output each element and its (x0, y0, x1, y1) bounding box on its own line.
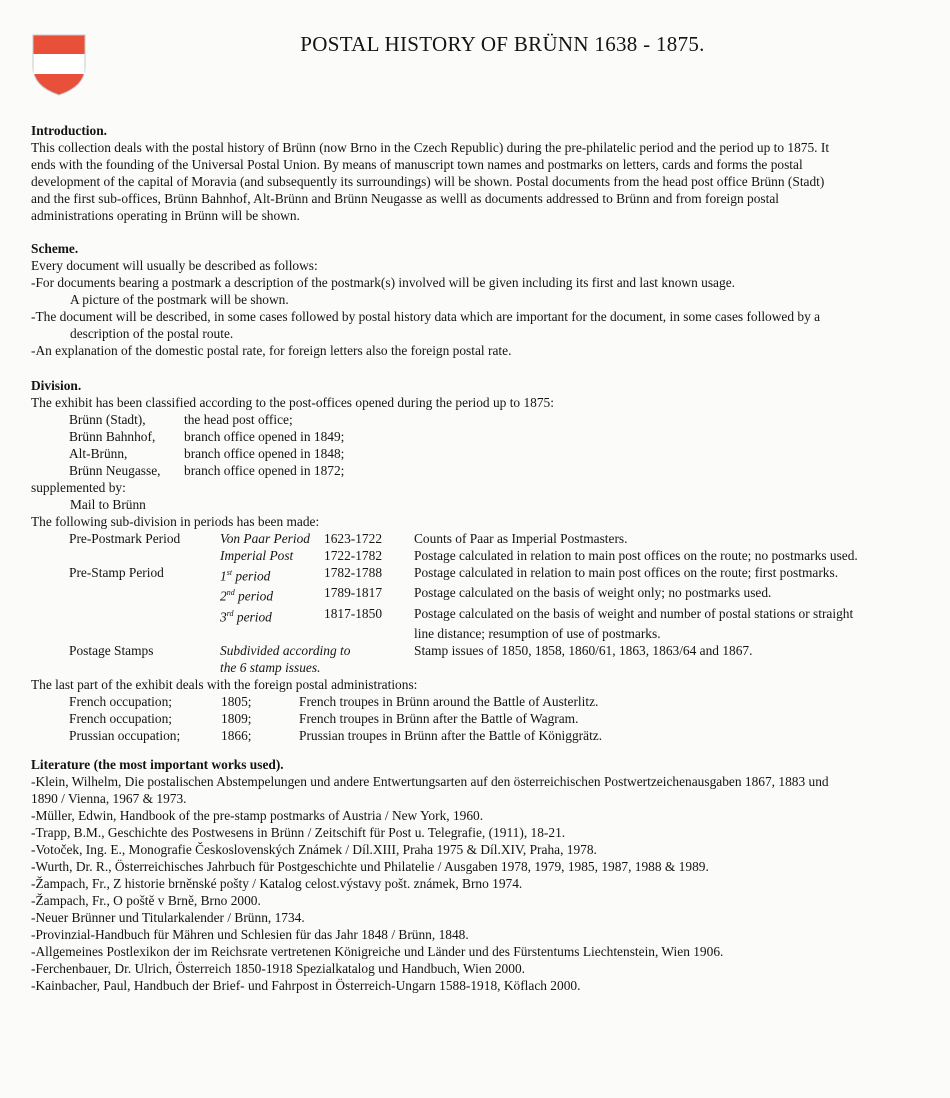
period-row (31, 584, 911, 604)
office-desc: branch office opened in 1848; (184, 446, 345, 461)
period-years: 1817-1850 (324, 605, 383, 621)
office-desc: branch office opened in 1849; (184, 429, 345, 444)
period-desc: Stamp issues of 1850, 1858, 1860/61, 1863, 1863/64 and 1867. (414, 643, 753, 659)
division-intro: The exhibit has been classified according to the post-offices opened during the period up to 1875: (31, 395, 554, 410)
foreign-intro: The last part of the exhibit deals with the foreign postal administrations: (31, 677, 418, 693)
intro-line: ends with the founding of the Universal Postal Union. By means of manuscript town names and postmarks on letters, cards and forms the postal (31, 157, 803, 172)
period-desc: Postage calculated in relation to main post offices on the route; first postmarks. (414, 565, 839, 580)
scheme-line: A picture of the postmark will be shown. (70, 292, 289, 307)
literature-section (31, 756, 911, 994)
office-name: Brünn Neugasse, (69, 463, 161, 478)
literature-entry: -Wurth, Dr. R., Österreichisches Jahrbuch für Postgeschichte und Philatelie / Ausgaben 1978, 1979, 1985, 1987, 1988 & 1989. (31, 859, 709, 874)
literature-entry: -Žampach, Fr., O poště v Brně, Brno 2000. (31, 893, 261, 908)
period-desc: Postage calculated on the basis of weight and number of postal stations or straight (414, 605, 854, 621)
scheme-line: -An explanation of the domestic postal rate, for foreign letters also the foreign postal rate. (31, 343, 512, 358)
foreign-desc: Prussian troupes in Brünn after the Battle of Königgrätz. (299, 728, 603, 744)
period-name: Imperial Post (220, 548, 294, 563)
period-row (31, 530, 911, 547)
office-row (31, 411, 911, 428)
page-title: POSTAL HISTORY OF BRÜNN 1638 - 1875. (300, 32, 705, 56)
period-name: the 6 stamp issues. (220, 660, 321, 676)
foreign-name: Prussian occupation; (69, 728, 181, 744)
period-group (69, 659, 220, 676)
foreign-row (31, 710, 911, 727)
office-name: Brünn (Stadt), (69, 412, 146, 427)
office-name: Alt-Brünn, (69, 446, 128, 461)
foreign-year: 1866; (221, 728, 252, 744)
office-desc: branch office opened in 1872; (184, 463, 345, 478)
scheme-heading: Scheme. (31, 241, 79, 256)
literature-entry: 1890 / Vienna, 1967 & 1973. (31, 791, 187, 806)
supplemented-label: supplemented by: (31, 480, 126, 495)
period-group: Postage Stamps (69, 643, 154, 659)
foreign-name: French occupation; (69, 711, 172, 727)
literature-entry: -Klein, Wilhelm, Die postalischen Abstempelungen und andere Entwertungsarten auf den österreichischen Postwertzeichenausgaben 1867, 1883 und (31, 774, 829, 789)
foreign-year: 1809; (221, 711, 252, 727)
literature-entry: -Trapp, B.M., Geschichte des Postwesens in Brünn / Zeitschift für Post u. Telegrafie, (1911), 18-21. (31, 825, 566, 840)
intro-line: administrations operating in Brünn will be shown. (31, 208, 300, 223)
period-years: 1789-1817 (324, 585, 383, 601)
period-group: Pre-Postmark Period (69, 531, 181, 546)
literature-entry: -Ferchenbauer, Dr. Ulrich, Österreich 1850-1918 Spezialkatalog und Handbuch, Wien 2000. (31, 961, 525, 976)
period-group (69, 584, 220, 604)
office-desc: the head post office; (184, 412, 293, 427)
period-name: 1st period (220, 568, 271, 584)
foreign-desc: French troupes in Brünn after the Battle of Wagram. (299, 711, 579, 727)
office-row (31, 462, 911, 479)
intro-line: development of the capital of Moravia (and subsequently its surroundings) will be shown. Postal documents from the head post office Brünn (Stadt) (31, 174, 825, 189)
period-row (31, 605, 911, 625)
intro-line: This collection deals with the postal history of Brünn (now Brno in the Czech Republic) during the pre-philatelic period and the period up to 1875. It (31, 140, 830, 155)
period-years (324, 625, 414, 642)
scheme-line: Every document will usually be described as follows: (31, 258, 318, 273)
period-row (31, 625, 911, 642)
period-group (69, 547, 220, 564)
period-group: Pre-Stamp Period (69, 565, 164, 580)
mail-label: Mail to Brünn (70, 497, 146, 512)
literature-entry: -Müller, Edwin, Handbook of the pre-stamp postmarks of Austria / New York, 1960. (31, 808, 484, 823)
period-desc: Postage calculated on the basis of weight only; no postmarks used. (414, 585, 772, 601)
introduction-section (31, 122, 911, 224)
office-row (31, 445, 911, 462)
literature-heading: Literature (the most important works used). (31, 757, 284, 772)
period-desc: Postage calculated in relation to main post offices on the route; no postmarks used. (414, 548, 858, 563)
period-row (31, 642, 911, 659)
period-row (31, 659, 911, 676)
introduction-heading: Introduction. (31, 123, 108, 138)
period-desc: line distance; resumption of use of postmarks. (414, 626, 661, 642)
foreign-year: 1805; (221, 694, 252, 710)
literature-entry: -Allgemeines Postlexikon der im Reichsrate vertretenen Königreiche und Länder und des Fürstentums Liechtenstein, Wien 1906. (31, 944, 724, 959)
office-row (31, 428, 911, 445)
period-row (31, 564, 911, 584)
period-years: 1782-1788 (324, 565, 383, 580)
period-name: Subdivided according to (220, 643, 351, 659)
period-group (69, 605, 220, 625)
foreign-desc: French troupes in Brünn around the Battle of Austerlitz. (299, 694, 599, 710)
period-row (31, 547, 911, 564)
scheme-line: description of the postal route. (70, 326, 234, 341)
literature-entry: -Votoček, Ing. E., Monografie Československých Známek / Díl.XIII, Praha 1975 & Díl.XIV, Praha, 1978. (31, 842, 597, 857)
scheme-section (31, 240, 911, 359)
period-years: 1623-1722 (324, 531, 383, 546)
period-years: 1722-1782 (324, 548, 383, 563)
foreign-row (31, 727, 911, 744)
subdivision-label: The following sub-division in periods has been made: (31, 514, 320, 529)
period-desc: Counts of Paar as Imperial Postmasters. (414, 531, 628, 546)
foreign-row (31, 693, 911, 710)
literature-entry: -Neuer Brünner und Titularkalender / Brünn, 1734. (31, 910, 305, 925)
period-name: 3rd period (220, 608, 272, 625)
period-group (69, 625, 220, 642)
period-name: Von Paar Period (220, 531, 311, 546)
literature-entry: -Provinzial-Handbuch für Mähren und Schlesien für das Jahr 1848 / Brünn, 1848. (31, 927, 469, 942)
scheme-line: -For documents bearing a postmark a description of the postmark(s) involved will be given including its first and last known usage. (31, 275, 735, 290)
period-name (220, 625, 324, 642)
division-section (31, 377, 911, 744)
division-heading: Division. (31, 378, 82, 393)
intro-line: and the first sub-offices, Brünn Bahnhof, Alt-Brünn and Brünn Neugasse as welll as documents addressed to Brünn and from foreign postal (31, 191, 779, 206)
literature-entry: -Kainbacher, Paul, Handbuch der Brief- und Fahrpost in Österreich-Ungarn 1588-1918, Köflach 2000. (31, 978, 581, 993)
period-name: 2nd period (220, 588, 274, 604)
office-name: Brünn Bahnhof, (69, 429, 156, 444)
literature-entry: -Žampach, Fr., Z historie brněnské pošty / Katalog celost.výstavy pošt. známek, Brno 1974. (31, 876, 523, 891)
scheme-line: -The document will be described, in some cases followed by postal history data which are important for the document, in some cases followed by a (31, 309, 821, 324)
foreign-name: French occupation; (69, 694, 172, 710)
